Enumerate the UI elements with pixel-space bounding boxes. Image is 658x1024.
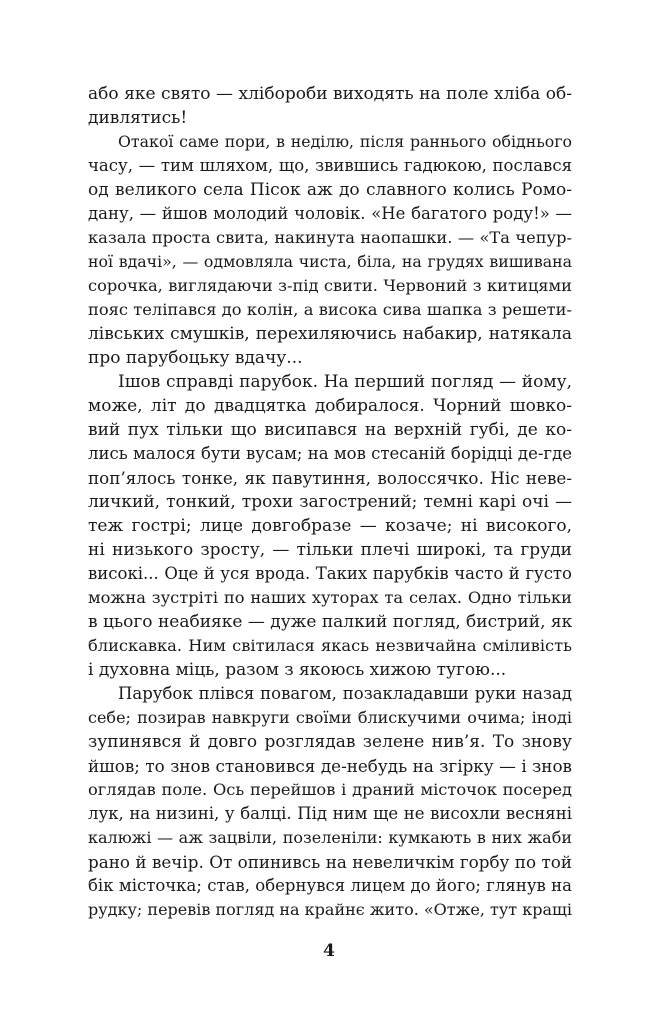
body-text bbox=[88, 82, 572, 922]
paragraph-first-line: Ішов справді парубок. На перший погляд — йому, bbox=[118, 372, 572, 392]
text-line: бік місточка; став, обернувся лицем до його; глянув на bbox=[88, 876, 572, 895]
text-line: казала проста свита, накинута наопашки. — «Та чепур- bbox=[88, 228, 572, 247]
text-line: або яке свято — хлібороби виходять на поле хліба об- bbox=[88, 84, 572, 104]
text-line: дивлятись! bbox=[88, 108, 188, 128]
text-line: вий пух тільки що висипався на верхній губі, де ко- bbox=[88, 420, 572, 440]
text-line: личкий, тонкий, трохи загострений; темні карі очі — bbox=[88, 492, 572, 512]
text-line: оглядав поле. Ось перейшов і драний місточок посеред bbox=[88, 780, 572, 799]
text-line: ної вдачі», — одмовляла чиста, біла, на грудях вишивана bbox=[88, 252, 572, 271]
text-line: поп’ялось тонке, як павутиння, волоссячко. Ніс неве- bbox=[88, 468, 572, 488]
text-line: теж гострі; лице довгобразе — козаче; ні високого, bbox=[88, 516, 572, 536]
text-line: калюжі — аж зацвіли, позеленіли: кумкають в них жаби bbox=[88, 828, 572, 847]
text-line: дану, — йшов молодий чоловік. «Не багатого роду!» — bbox=[88, 204, 572, 223]
text-line: себе; позирав навкруги своїми блискучими очима; іноді bbox=[88, 708, 572, 727]
text-line: про парубоцьку вдачу... bbox=[88, 348, 303, 368]
text-line: лук, на низині, у балці. Під ним ще не висохли весняні bbox=[88, 804, 572, 823]
paragraph-first-line: Отакої саме пори, в неділю, після раннього обіднього bbox=[118, 132, 572, 151]
text-line: рудку; перевів погляд на крайнє жито. «Отже, тут кращі bbox=[88, 900, 572, 919]
paragraph-first-line: Парубок плівся повагом, позакладавши руки назад bbox=[118, 684, 572, 703]
text-line: од великого села Пісок аж до славного колись Ромо- bbox=[88, 180, 572, 200]
text-line: в цього неабияке — дуже палкий погляд, бистрий, як bbox=[88, 612, 573, 632]
text-line: ні низького зросту, — тільки плечі широкі, та груди bbox=[88, 540, 572, 560]
text-line: високі... Оце й уся врода. Таких парубків часто й густо bbox=[88, 564, 572, 583]
text-line: може, літ до двадцятка добиралося. Чорний шовко- bbox=[88, 396, 572, 416]
text-line: йшов; то знов становився де-небудь на згірку — і знов bbox=[88, 756, 572, 776]
text-line: рано й вечір. От опинивсь на невеличкім горбу по той bbox=[88, 852, 572, 872]
text-line: зупинявся й довго розглядав зелене нив’я. То знову bbox=[88, 732, 572, 752]
text-line: пояс теліпався до колін, а висока сива шапка з решети- bbox=[88, 300, 572, 319]
text-line: лись малося бути вусам; на мов стесаній борідці де-где bbox=[88, 444, 572, 463]
text-line: можна зустріті по наших хуторах та селах. Одно тільки bbox=[88, 588, 572, 607]
text-line: блискавка. Ним світилася якась незвичайна сміливість bbox=[88, 636, 572, 655]
page-number: 4 bbox=[323, 941, 335, 961]
text-line: і духовна міць, разом з якоюсь хижою тугою... bbox=[88, 660, 507, 680]
text-line: лівських смушків, перехиляючись набакир, натякала bbox=[88, 324, 572, 344]
text-line: сорочка, виглядаючи з-під свити. Червоний з китицями bbox=[88, 276, 572, 295]
text-line: часу, — тим шляхом, що, звившись гадюкою, послався bbox=[88, 156, 572, 175]
